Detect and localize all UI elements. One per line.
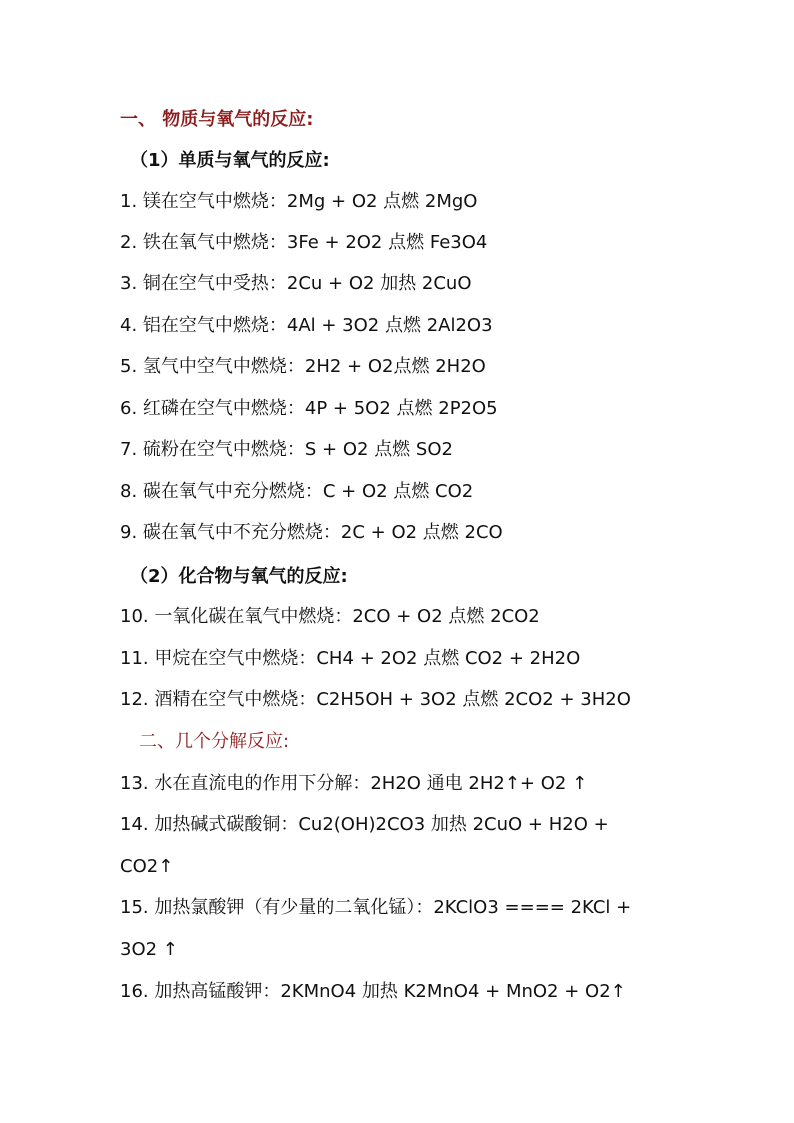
equation-line-14a: 14. 加热碱式碳酸铜：Cu2(OH)2CO3 加热 2CuO + H2O + <box>120 814 609 835</box>
equation-line-16: 16. 加热高锰酸钾：2KMnO4 加热 K2MnO4 + MnO2 + O2↑ <box>120 981 626 1002</box>
equation-line-15b: 3O2 ↑ <box>120 939 178 960</box>
equation-line-12: 12. 酒精在空气中燃烧：C2H5OH + 3O2 点燃 2CO2 + 3H2O <box>120 689 631 710</box>
subsection2-heading: （2）化合物与氧气的反应: <box>130 566 348 587</box>
equation-line-13: 13. 水在直流电的作用下分解：2H2O 通电 2H2↑+ O2 ↑ <box>120 773 588 794</box>
equation-line-15a: 15. 加热氯酸钾（有少量的二氧化锰）：2KClO3 ==== 2KCl + <box>120 897 632 918</box>
section2-heading: 二、几个分解反应: <box>139 731 290 752</box>
equation-line-7: 7. 硫粉在空气中燃烧：S + O2 点燃 SO2 <box>120 439 453 460</box>
equation-line-8: 8. 碳在氧气中充分燃烧：C + O2 点燃 CO2 <box>120 481 474 502</box>
equation-line-10: 10. 一氧化碳在氧气中燃烧：2CO + O2 点燃 2CO2 <box>120 606 540 627</box>
equation-line-6: 6. 红磷在空气中燃烧：4P + 5O2 点燃 2P2O5 <box>120 398 498 419</box>
subsection1-heading: （1）单质与氧气的反应: <box>130 150 330 171</box>
equation-line-4: 4. 铝在空气中燃烧：4Al + 3O2 点燃 2Al2O3 <box>120 315 493 336</box>
equation-line-1: 1. 镁在空气中燃烧：2Mg + O2 点燃 2MgO <box>120 191 478 212</box>
equation-line-14b: CO2↑ <box>120 856 174 877</box>
equation-line-3: 3. 铜在空气中受热：2Cu + O2 加热 2CuO <box>120 273 472 294</box>
equation-line-11: 11. 甲烷在空气中燃烧：CH4 + 2O2 点燃 CO2 + 2H2O <box>120 648 581 669</box>
section1-heading: 一、 物质与氧气的反应: <box>120 109 314 130</box>
equation-line-2: 2. 铁在氧气中燃烧：3Fe + 2O2 点燃 Fe3O4 <box>120 232 488 253</box>
equation-line-5: 5. 氢气中空气中燃烧：2H2 + O2点燃 2H2O <box>120 356 486 377</box>
equation-line-9: 9. 碳在氧气中不充分燃烧：2C + O2 点燃 2CO <box>120 522 503 543</box>
